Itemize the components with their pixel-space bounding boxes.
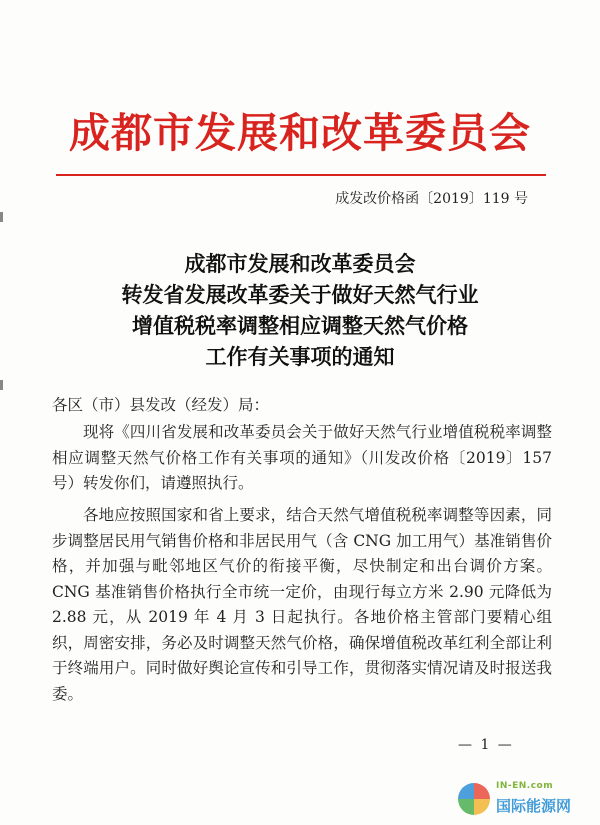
body-paragraph-1: 现将《四川省发展和改革委员会关于做好天然气行业增值税税率调整相应调整天然气价格工作有关事项的通知》（川发改价格〔2019〕157 号）转发你们，请遵照执行。 bbox=[52, 423, 552, 492]
letterhead-title: 成都市发展和改革委员会 bbox=[69, 109, 531, 157]
site-watermark bbox=[458, 781, 598, 823]
letterhead-red-rule bbox=[56, 174, 546, 176]
title-line: 增值税税率调整相应调整天然气价格 bbox=[132, 313, 468, 338]
title-line: 工作有关事项的通知 bbox=[205, 344, 395, 369]
document-title bbox=[0, 248, 600, 372]
title-line: 转发省发展改革委关于做好天然气行业 bbox=[121, 282, 479, 307]
page-number: — 1 — bbox=[458, 737, 514, 753]
title-line: 成都市发展和改革委员会 bbox=[184, 251, 416, 276]
watermark-cn-text: 国际能源网 bbox=[496, 797, 572, 815]
scan-edge-mark bbox=[0, 380, 3, 390]
watermark-logo-icon bbox=[458, 783, 490, 815]
addressee: 各区（市）县发改（经发）局： bbox=[52, 396, 270, 414]
scan-edge-mark bbox=[0, 212, 3, 222]
document-number: 成发改价格函〔2019〕119 号 bbox=[335, 191, 528, 207]
watermark-en-text: IN-EN.com bbox=[496, 781, 554, 791]
body-paragraph-2: 各地应按照国家和省上要求，结合天然气增值税税率调整等因素，同步调整居民用气销售价格和非居民用气（含 CNG 加工用气）基准销售价格，并加强与毗邻地区气价的衔接平衡，尽快制定和出台调价方案。CNG 基准销售价格执行全市统一定价，由现行每立方米 2.90 元降低为 2.88 元，从 2019 年 4 月 3 日起执行。各地价格主管部门要精心组织，周密安排，务必及时调整天然气价格，确保增值税改革红利全部让利于终端用户。同时做好舆论宣传和引导工作，贯彻落实情况请及时报送我委。 bbox=[52, 506, 552, 703]
